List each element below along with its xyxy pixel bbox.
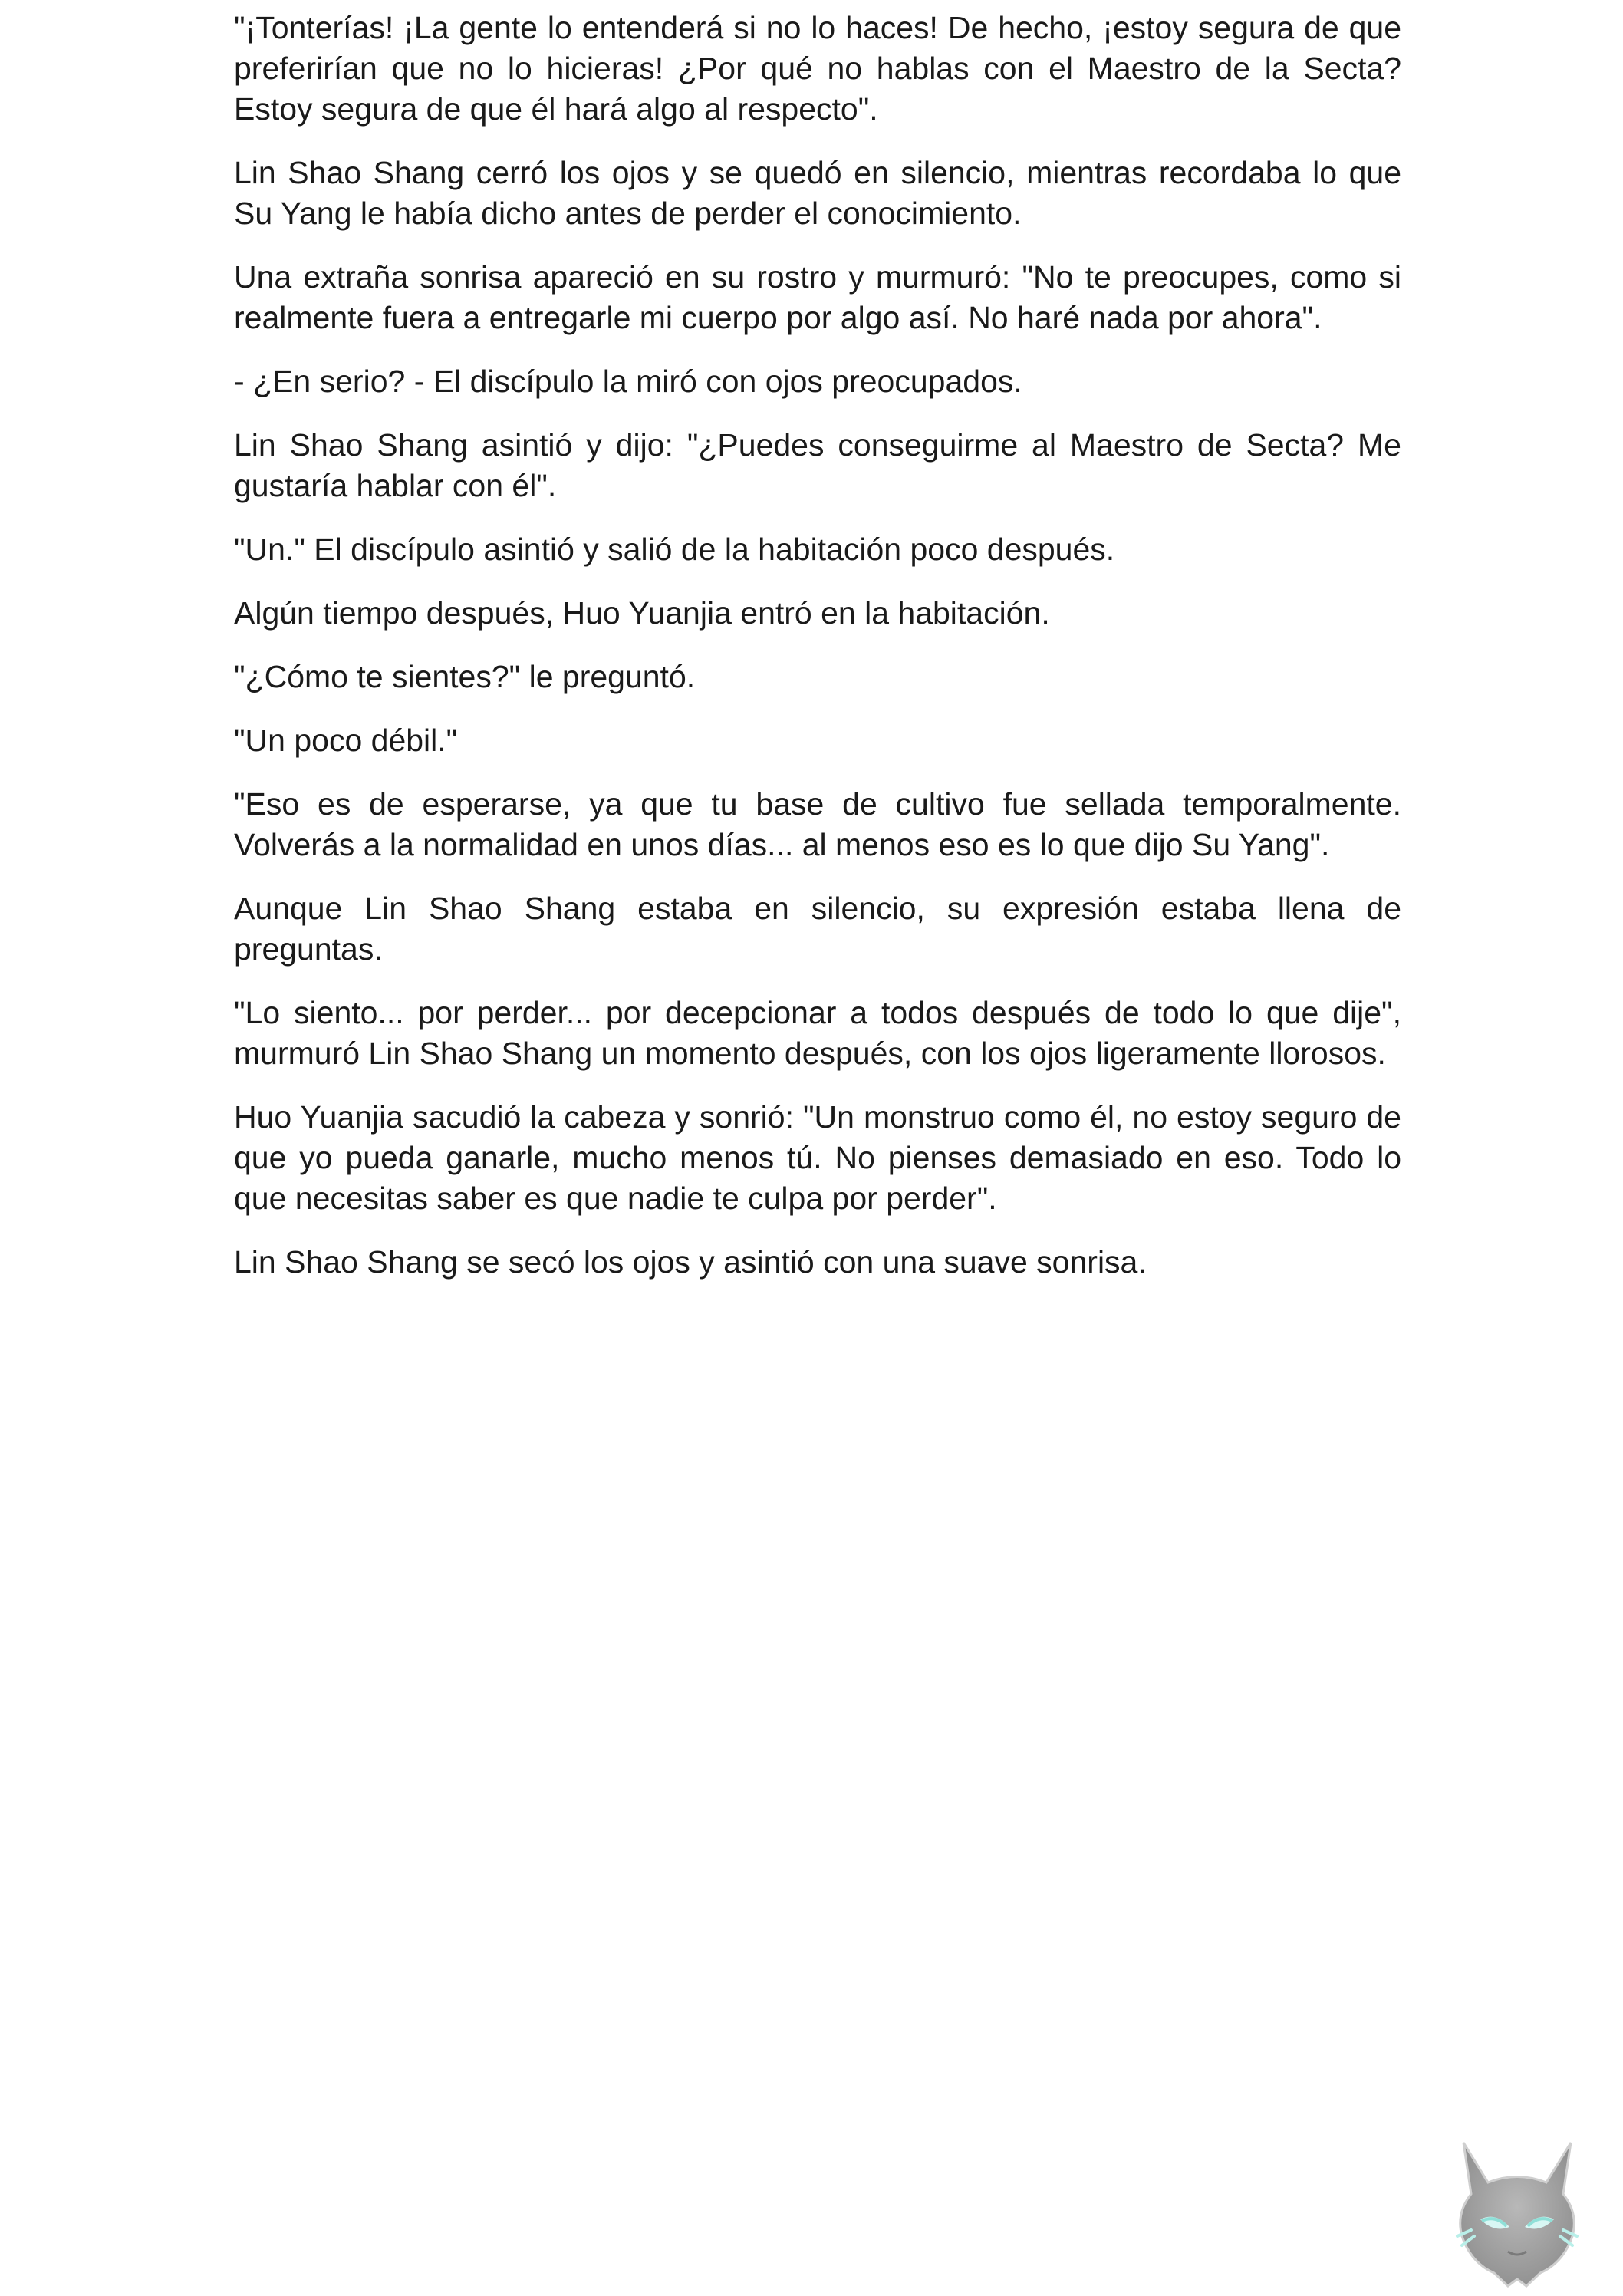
- paragraph-6: "Un." El discípulo asintió y salió de la habitación poco después.: [234, 532, 1115, 567]
- paragraph-7: Algún tiempo después, Huo Yuanjia entró en la habitación.: [234, 595, 1050, 631]
- document-page: [234, 8, 1401, 1306]
- paragraph-9: "Un poco débil.": [234, 723, 458, 758]
- paragraph-5: Lin Shao Shang asintió y dijo: "¿Puedes conseguirme al Maestro de Secta? Me gustaría hablar con él".: [234, 427, 1401, 503]
- paragraph-12: "Lo siento... por perder... por decepcionar a todos después de todo lo que dije", murmuró Lin Shao Shang un momento después, con los ojos ligeramente llorosos.: [234, 995, 1401, 1071]
- paragraph-4: - ¿En serio? - El discípulo la miró con ojos preocupados.: [234, 364, 1022, 399]
- paragraph-14: Lin Shao Shang se secó los ojos y asintió con una suave sonrisa.: [234, 1244, 1147, 1280]
- paragraph-2: Lin Shao Shang cerró los ojos y se quedó en silencio, mientras recordaba lo que Su Yang le había dicho antes de perder el conocimiento.: [234, 155, 1401, 231]
- paragraph-3: Una extraña sonrisa apareció en su rostro y murmuró: "No te preocupes, como si realmente fuera a entregarle mi cuerpo por algo así. No haré nada por ahora".: [234, 259, 1401, 335]
- paragraph-13: Huo Yuanjia sacudió la cabeza y sonrió: "Un monstruo como él, no estoy seguro de que yo pueda ganarle, mucho menos tú. No pienses demasiado en eso. Todo lo que necesitas saber es que nadie te culpa por perder".: [234, 1099, 1401, 1216]
- demon-head-icon: [1440, 2129, 1594, 2290]
- paragraph-1: "¡Tonterías! ¡La gente lo entenderá si no lo haces! De hecho, ¡estoy segura de que preferirían que no lo hicieras! ¿Por qué no hablas con el Maestro de la Secta? Estoy segura de que él hará algo al respecto".: [234, 10, 1401, 127]
- paragraph-10: "Eso es de esperarse, ya que tu base de cultivo fue sellada temporalmente. Volverás a la normalidad en unos días... al menos eso es lo que dijo Su Yang".: [234, 786, 1401, 862]
- paragraph-11: Aunque Lin Shao Shang estaba en silencio, su expresión estaba llena de preguntas.: [234, 891, 1401, 967]
- paragraph-8: "¿Cómo te sientes?" le preguntó.: [234, 659, 696, 694]
